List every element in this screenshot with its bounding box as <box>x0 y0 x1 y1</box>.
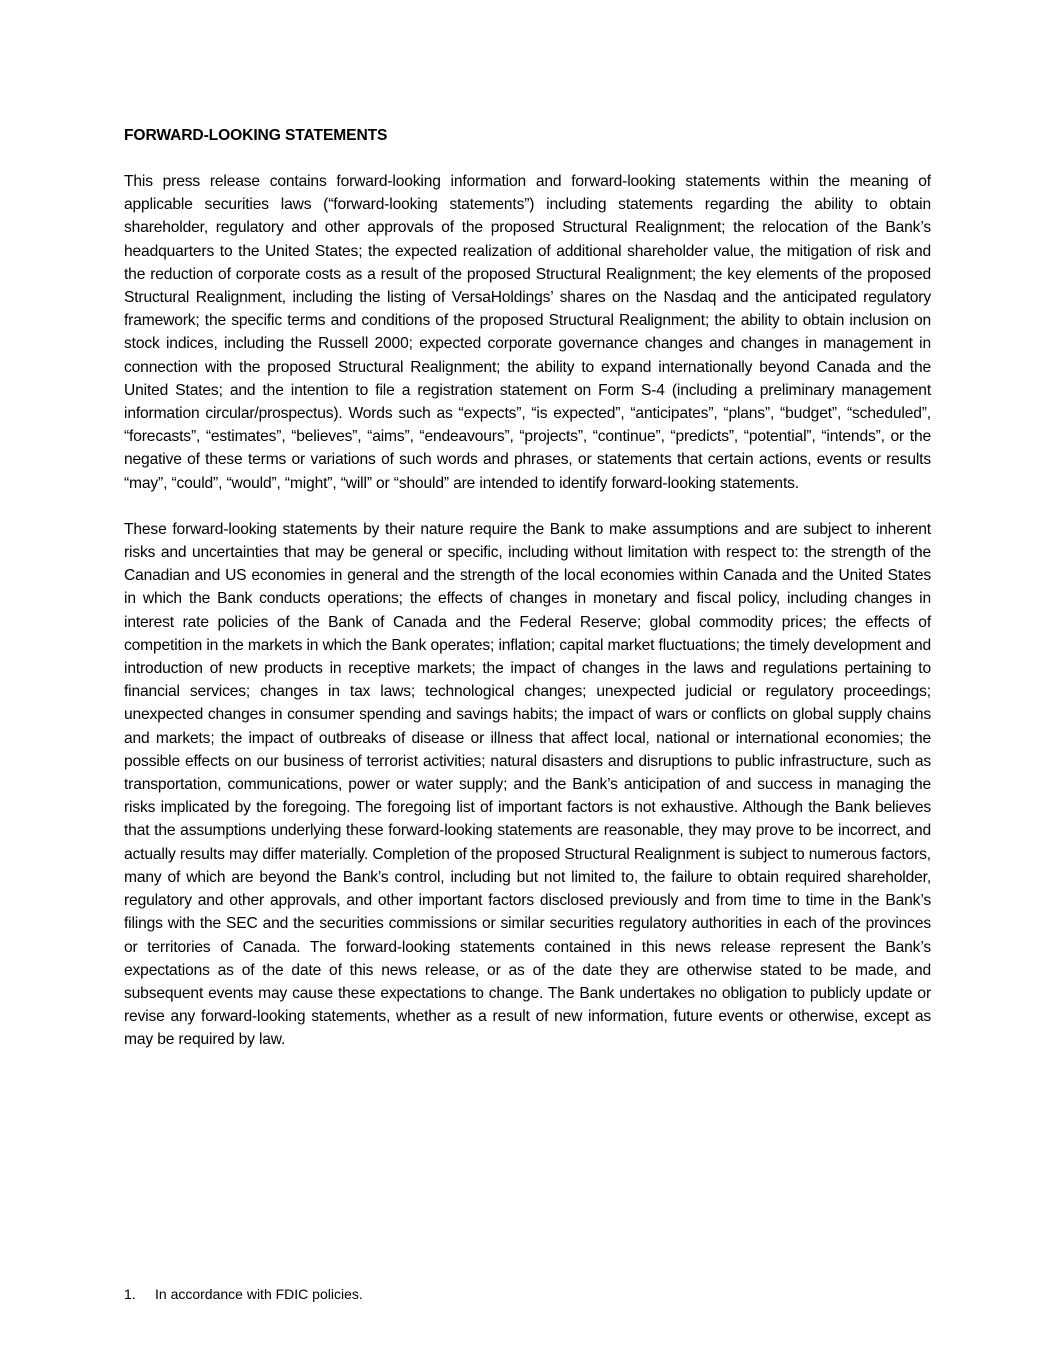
footnote-number: 1. <box>124 1286 136 1302</box>
footnote-text: In accordance with FDIC policies. <box>155 1286 363 1302</box>
paragraph-risks-and-assumptions: These forward-looking statements by their nature require the Bank to make assumptions and are subject to inherent risks and uncertainties that may be general or specific, including without limitation with respect to: the strength of the Canadian and US economies in general and the strength of the local economies within Canada and the United States in which the Bank conducts operations; the effects of changes in monetary and fiscal policy, including changes in interest rate policies of the Bank of Canada and the Federal Reserve; global commodity prices; the effects of competition in the markets in which the Bank operates; inflation; capital market fluctuations; the timely development and introduction of new products in receptive markets; the impact of changes in the laws and regulations pertaining to financial services; changes in tax laws; technological changes; unexpected judicial or regulatory proceedings; unexpected changes in consumer spending and savings habits; the impact of wars or conflicts on global supply chains and markets; the impact of outbreaks of disease or illness that affect local, national or international economies; the possible effects on our business of terrorist activities; natural disasters and disruptions to public infrastructure, such as transportation, communications, power or water supply; and the Bank’s anticipation of and success in managing the risks implicated by the foregoing. The foregoing list of important factors is not exhaustive. Although the Bank believes that the assumptions underlying these forward-looking statements are reasonable, they may prove to be incorrect, and actually results may differ materially. Completion of the proposed Structural Realignment is subject to numerous factors, many of which are beyond the Bank’s control, including but not limited to, the failure to obtain required shareholder, regulatory and other approvals, and other important factors disclosed previously and from time to time in the Bank’s filings with the SEC and the securities commissions or similar securities regulatory authorities in each of the provinces or territories of Canada. The forward-looking statements contained in this news release represent the Bank’s expectations as of the date of this news release, or as of the date they are otherwise stated to be made, and subsequent events may cause these expectations to change. The Bank undertakes no obligation to publicly update or revise any forward-looking statements, whether as a result of new information, future events or otherwise, except as may be required by law. <box>124 520 931 1049</box>
section-heading: FORWARD-LOOKING STATEMENTS <box>124 127 388 144</box>
footnote <box>124 1284 363 1304</box>
paragraph-forward-looking-intro: This press release contains forward-looking information and forward-looking statements within the meaning of applicable securities laws (“forward-looking statements”) including statements regarding the ability to obtain shareholder, regulatory and other approvals of the proposed Structural Realignment; the relocation of the Bank’s headquarters to the United States; the expected realization of additional shareholder value, the mitigation of risk and the reduction of corporate costs as a result of the proposed Structural Realignment; the key elements of the proposed Structural Realignment, including the listing of VersaHoldings’ shares on the Nasdaq and the anticipated regulatory framework; the specific terms and conditions of the proposed Structural Realignment; the ability to obtain inclusion on stock indices, including the Russell 2000; expected corporate governance changes and changes in management in connection with the proposed Structural Realignment; the ability to expand internationally beyond Canada and the United States; and the intention to file a registration statement on Form S-4 (including a preliminary management information circular/prospectus). Words such as “expects”, “is expected”, “anticipates”, “plans”, “budget”, “scheduled”, “forecasts”, “estimates”, “believes”, “aims”, “endeavours”, “projects”, “continue”, “predicts”, “potential”, “intends”, or the negative of these terms or variations of such words and phrases, or statements that certain actions, events or results “may”, “could”, “would”, “might”, “will” or “should” are intended to identify forward-looking statements. <box>124 173 931 492</box>
document-body <box>124 124 931 1075</box>
